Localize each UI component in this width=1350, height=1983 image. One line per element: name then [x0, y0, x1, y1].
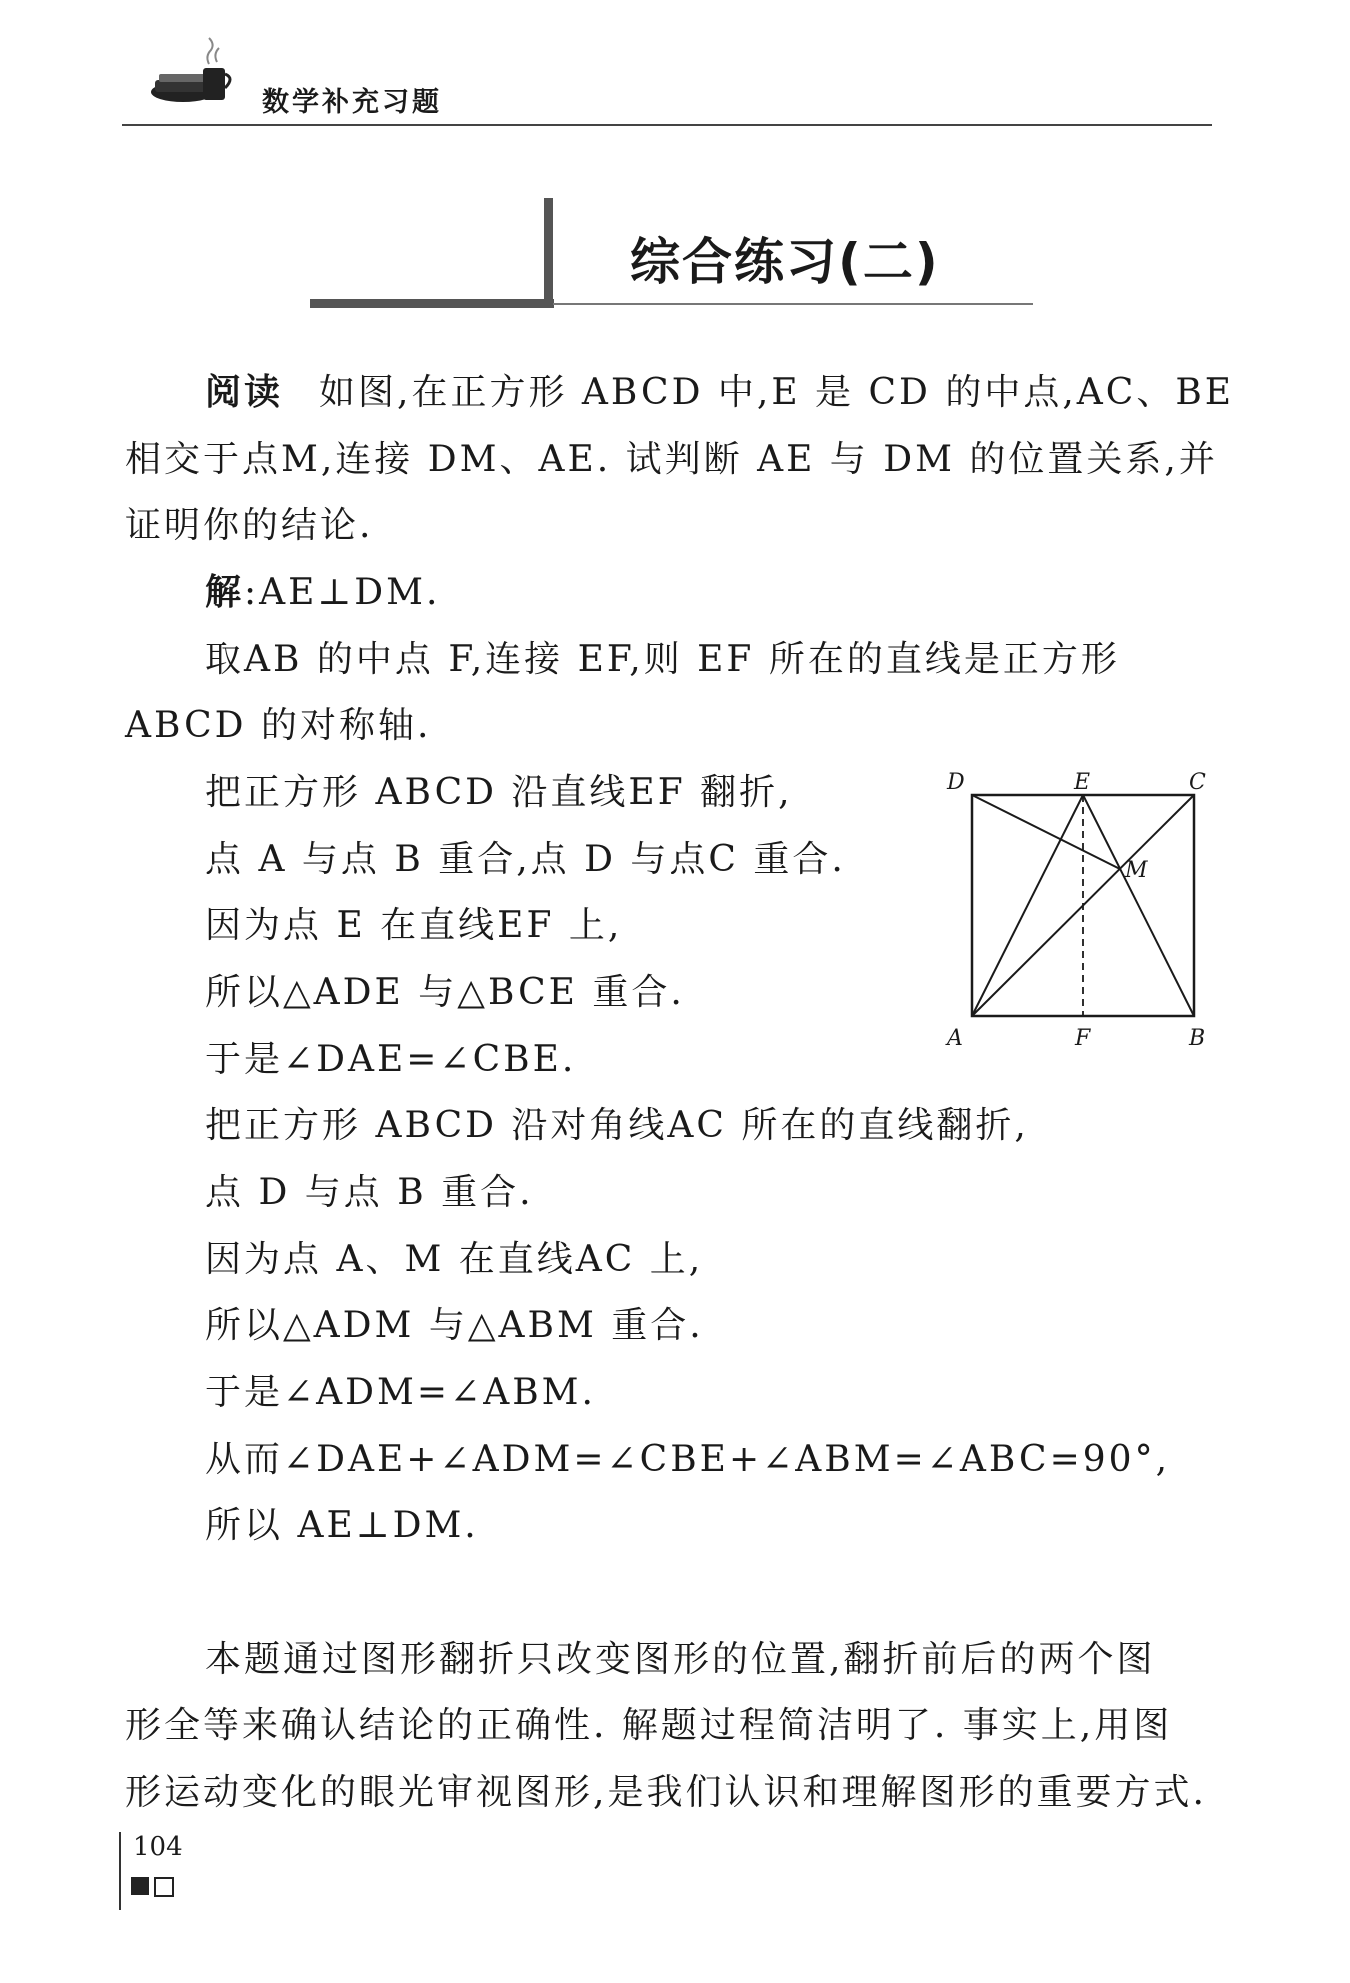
page-number: 104 — [133, 1832, 183, 1862]
solution-para-line-2: ABCD 的对称轴. — [125, 705, 432, 746]
label-d: D — [947, 770, 965, 795]
title-underline — [553, 303, 1033, 305]
title-decoration-horizontal — [310, 299, 554, 308]
square-figure — [945, 765, 1215, 1055]
header-title: 数学补充习题 — [262, 87, 442, 118]
solution-step: 因为点 A、M 在直线AC 上, — [205, 1239, 704, 1280]
title-decoration-vertical — [544, 198, 553, 308]
segment-ae — [972, 795, 1083, 1016]
solution-answer-line — [205, 571, 440, 615]
solution-answer: :AE⊥DM. — [244, 572, 441, 613]
label-a: A — [947, 1026, 963, 1051]
commentary-line-2: 形全等来确认结论的正确性. 解题过程简洁明了. 事实上,用图 — [125, 1705, 1173, 1746]
solution-step: 所以 AE⊥DM. — [205, 1505, 479, 1546]
solution-step: 所以△ADE 与△BCE 重合. — [205, 972, 685, 1013]
book-cup-icon — [145, 30, 245, 120]
label-b: B — [1189, 1026, 1206, 1051]
header-rule — [122, 124, 1212, 126]
solution-label: 解 — [205, 572, 245, 613]
segment-be — [1083, 795, 1194, 1016]
solution-step: 于是∠DAE=∠CBE. — [205, 1039, 577, 1080]
solution-step: 因为点 E 在直线EF 上, — [205, 905, 623, 946]
solution-step: 点 D 与点 B 重合. — [205, 1172, 534, 1213]
empty-square-icon — [154, 1877, 174, 1897]
label-f: F — [1075, 1026, 1091, 1051]
reading-label: 阅读 — [205, 372, 284, 413]
reading-line-1 — [205, 371, 1234, 415]
page-title: 综合练习(二) — [630, 233, 940, 291]
commentary-line-1: 本题通过图形翻折只改变图形的位置,翻折前后的两个图 — [205, 1639, 1156, 1680]
solution-para-line-1: 取AB 的中点 F,连接 EF,则 EF 所在的直线是正方形 — [205, 639, 1120, 680]
commentary-line-3: 形运动变化的眼光审视图形,是我们认识和理解图形的重要方式. — [125, 1772, 1207, 1813]
solution-step: 所以△ADM 与△ABM 重合. — [205, 1305, 704, 1346]
label-c: C — [1189, 770, 1206, 795]
solution-step: 点 A 与点 B 重合,点 D 与点C 重合. — [205, 839, 846, 880]
solution-step: 把正方形 ABCD 沿直线EF 翻折, — [205, 772, 793, 813]
page-number-bar — [119, 1832, 121, 1910]
solution-step: 从而∠DAE+∠ADM=∠CBE+∠ABM=∠ABC=90°, — [205, 1439, 1171, 1480]
label-m: M — [1125, 858, 1148, 883]
filled-square-icon — [131, 1877, 149, 1895]
segment-dm — [972, 795, 1120, 869]
reading-line-3: 证明你的结论. — [125, 505, 374, 546]
label-e: E — [1074, 770, 1091, 795]
solution-step: 于是∠ADM=∠ABM. — [205, 1372, 596, 1413]
reading-text-1: 如图,在正方形 ABCD 中,E 是 CD 的中点,AC、BE — [319, 372, 1235, 413]
solution-step: 把正方形 ABCD 沿对角线AC 所在的直线翻折, — [205, 1105, 1029, 1146]
reading-line-2: 相交于点M,连接 DM、AE. 试判断 AE 与 DM 的位置关系,并 — [125, 439, 1218, 480]
